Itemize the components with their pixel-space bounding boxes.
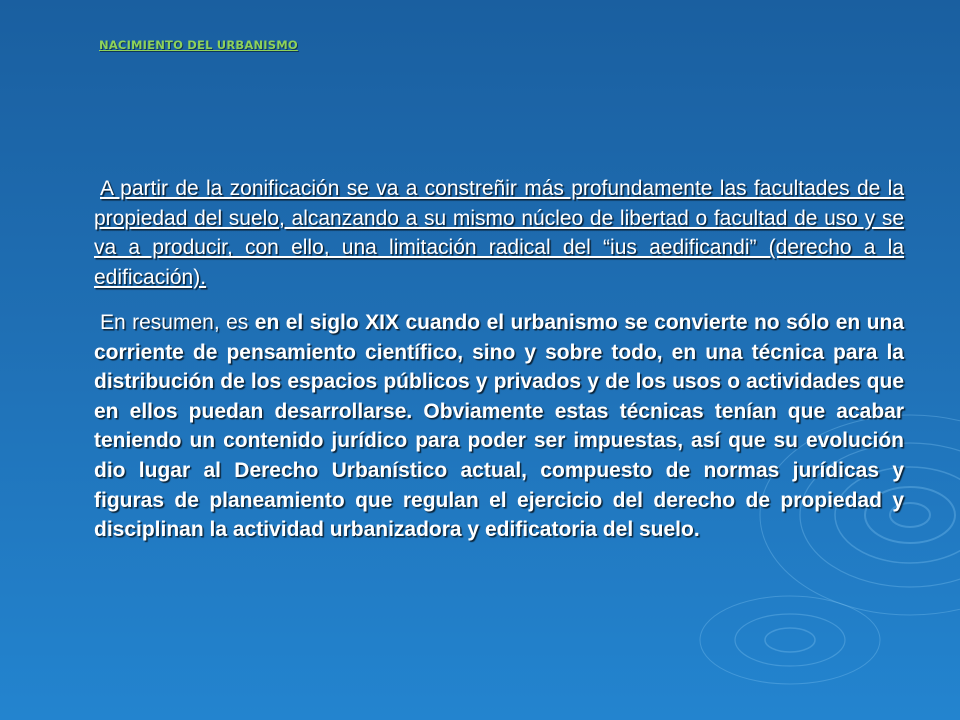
paragraph-resumen xyxy=(94,308,904,545)
paragraph-zonificacion-text: A partir de la zonificación se va a constreñir más profundamente las facultades de la propiedad del suelo, alcanzando a su mismo núcleo de libertad o facultad de uso y se va a producir, con ello, una limitación radical del “ius aedificandi” (derecho a la edificación). xyxy=(94,177,904,289)
paragraph-zonificacion xyxy=(94,174,904,292)
paragraph-resumen-bold: en el siglo XIX cuando el urbanismo se convierte no sólo en una corriente de pensamiento científico, sino y sobre todo, en una técnica para la distribución de los espacios públicos y privados y de los usos o actividades que en ellos puedan desarrollarse. Obviamente estas técnicas tenían que acabar teniendo un contenido jurídico para poder ser impuestas, así que su evolución dio lugar al Derecho Urbanístico actual, compuesto de normas jurídicas y figuras de planeamiento que regulan el ejercicio del derecho de propiedad y disciplinan la actividad urbanizadora y edificatoria del suelo. xyxy=(94,311,905,542)
slide-title: NACIMIENTO DEL URBANISMO xyxy=(99,38,298,52)
paragraph-resumen-intro: En resumen, es xyxy=(100,311,255,334)
